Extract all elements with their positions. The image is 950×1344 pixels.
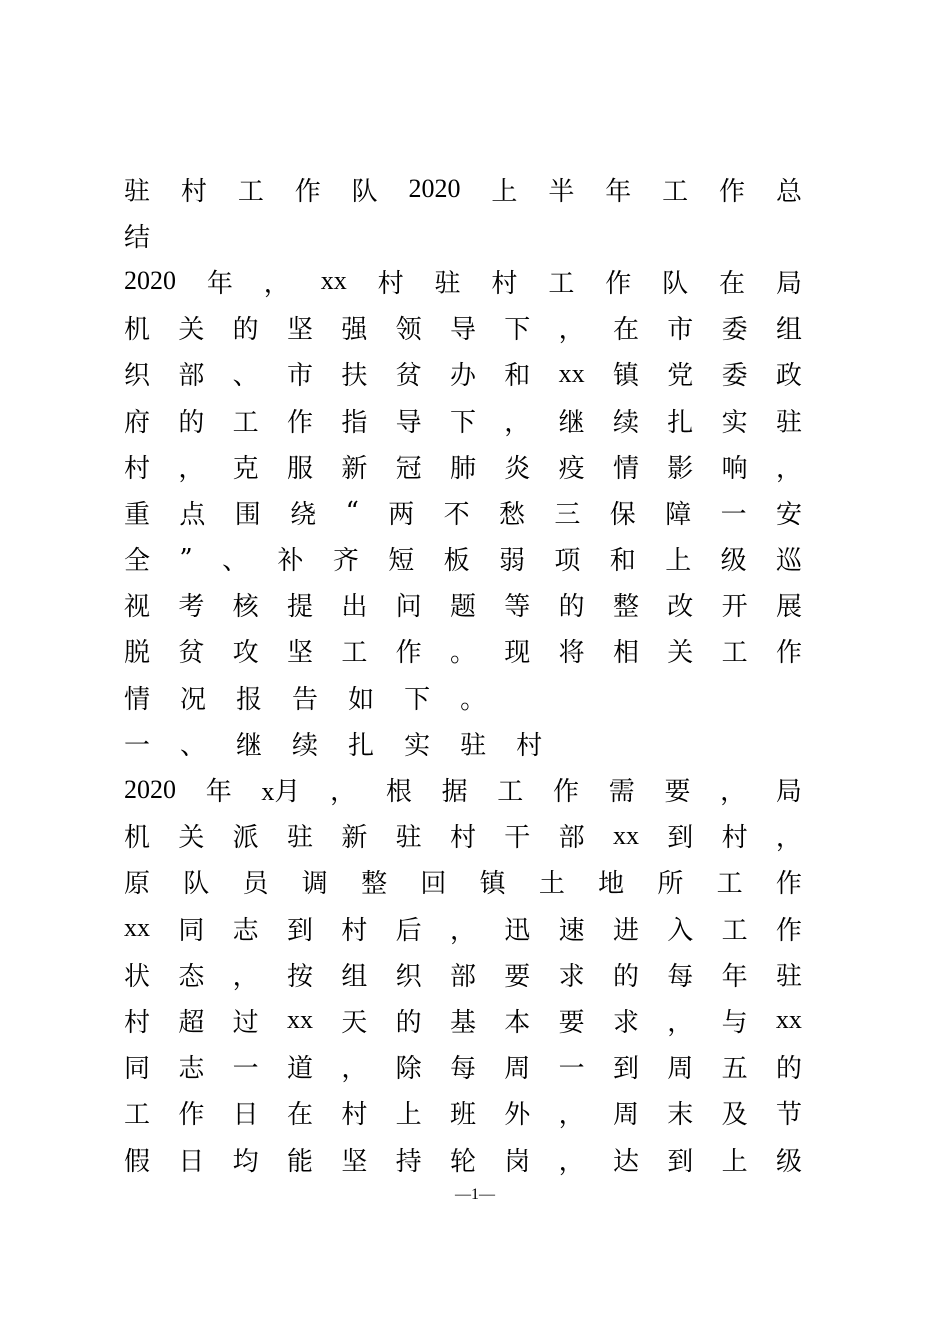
text-line [124, 859, 802, 905]
text-token: 队 [351, 176, 378, 207]
text-token: 上 [491, 176, 518, 207]
text-token: 作 [286, 407, 313, 438]
text-token: 镇 [479, 869, 506, 900]
text-line [124, 166, 802, 212]
text-token: 将 [558, 638, 585, 669]
text-token: 补 [277, 546, 304, 577]
text-line [124, 582, 802, 628]
text-token: 委 [721, 315, 748, 346]
text-token: 达 [612, 1146, 639, 1177]
text-token: 脱 [124, 638, 151, 669]
text-token: 续 [292, 730, 319, 761]
text-token: 回 [420, 869, 447, 900]
text-token: 轮 [449, 1146, 476, 1177]
text-token: 告 [292, 684, 319, 715]
text-line [124, 1136, 802, 1182]
text-token: 派 [232, 823, 259, 854]
text-token: 在 [719, 268, 746, 299]
text-token: ， [504, 407, 531, 438]
text-token: 员 [242, 869, 269, 900]
text-token: ， [558, 1100, 585, 1131]
text-token: 继 [236, 730, 263, 761]
text-token: 求 [558, 961, 585, 992]
text-token: 总 [775, 176, 802, 207]
text-token: 、 [180, 730, 207, 761]
text-token: 节 [775, 1100, 802, 1131]
text-token: 和 [504, 361, 531, 392]
text-token: 2020 [124, 266, 176, 296]
text-line [124, 305, 802, 351]
text-token: 不 [443, 499, 470, 530]
text-token: 村 [124, 453, 151, 484]
text-token: 基 [449, 1007, 476, 1038]
text-token: 周 [504, 1054, 531, 1085]
text-token: ， [558, 315, 585, 346]
text-token: 扎 [667, 407, 694, 438]
text-token: 同 [178, 915, 205, 946]
text-token: 年 [721, 961, 748, 992]
text-token: ， [449, 915, 476, 946]
text-token: 作 [178, 1100, 205, 1131]
text-token: 疫 [558, 453, 585, 484]
text-token: 织 [395, 961, 422, 992]
text-token: 开 [721, 592, 748, 623]
text-token: 新 [341, 823, 368, 854]
text-token: 日 [232, 1100, 259, 1131]
text-token: 持 [395, 1146, 422, 1177]
text-token: ， [232, 961, 259, 992]
text-token: 均 [232, 1146, 259, 1177]
text-token: 核 [232, 592, 259, 623]
text-token: 村 [491, 268, 518, 299]
text-token: 作 [775, 638, 802, 669]
text-token: 关 [178, 315, 205, 346]
text-token: 入 [667, 915, 694, 946]
text-token: 每 [667, 961, 694, 992]
text-token: 作 [395, 638, 422, 669]
text-token: ， [341, 1054, 368, 1085]
text-token: 指 [341, 407, 368, 438]
text-token: xx [775, 1005, 802, 1035]
text-token: 障 [665, 499, 692, 530]
text-token: 围 [234, 499, 261, 530]
text-token: 驻 [395, 823, 422, 854]
text-token: 村 [377, 268, 404, 299]
text-token: 炎 [504, 453, 531, 484]
text-token: 作 [719, 176, 746, 207]
text-token: 巡 [775, 546, 802, 577]
text-token: 的 [612, 961, 639, 992]
text-line [124, 443, 802, 489]
text-token: 和 [609, 546, 636, 577]
text-line [124, 212, 802, 258]
text-token: 驻 [124, 176, 151, 207]
text-token: ” [179, 543, 193, 574]
text-token: 影 [667, 453, 694, 484]
text-line [124, 628, 802, 674]
text-token: 驻 [775, 407, 802, 438]
text-token: 现 [504, 638, 531, 669]
text-token: ， [775, 823, 802, 854]
text-token: xx [286, 1005, 313, 1035]
text-token: 工 [548, 268, 575, 299]
text-token: 视 [124, 592, 151, 623]
text-token: 考 [178, 592, 205, 623]
text-token: 作 [775, 869, 802, 900]
text-line [124, 397, 802, 443]
text-token: 愁 [499, 499, 526, 530]
text-token: 作 [605, 268, 632, 299]
text-token: 、 [232, 361, 259, 392]
text-token: 过 [232, 1007, 259, 1038]
text-token: 地 [598, 869, 625, 900]
text-token: 要 [558, 1007, 585, 1038]
text-token: ， [558, 1146, 585, 1177]
text-line [124, 536, 802, 582]
text-token: ， [667, 1007, 694, 1038]
text-token: 级 [720, 546, 747, 577]
text-token: 工 [497, 777, 524, 808]
text-token: 的 [395, 1007, 422, 1038]
text-token: 冠 [395, 453, 422, 484]
text-token: ， [775, 453, 802, 484]
text-token: 干 [504, 823, 531, 854]
text-token: 市 [667, 315, 694, 346]
text-token: 日 [178, 1146, 205, 1177]
text-token: 短 [388, 546, 415, 577]
text-token: 一 [558, 1054, 585, 1085]
text-token: 下 [449, 407, 476, 438]
text-token: 等 [504, 592, 531, 623]
text-token: 贫 [178, 638, 205, 669]
text-token: 到 [667, 823, 694, 854]
text-token: 原 [124, 869, 151, 900]
text-token: 工 [232, 407, 259, 438]
text-token: 作 [775, 915, 802, 946]
text-token: 速 [558, 915, 585, 946]
text-token: 问 [395, 592, 422, 623]
text-token: 需 [608, 777, 635, 808]
text-token: 年 [605, 176, 632, 207]
text-token: 在 [286, 1100, 313, 1131]
text-token: 据 [441, 777, 468, 808]
text-token: 志 [232, 915, 259, 946]
text-line [124, 905, 802, 951]
page-number: —1— [455, 1186, 495, 1203]
text-token: 工 [341, 638, 368, 669]
text-token: 领 [395, 315, 422, 346]
text-line [124, 720, 802, 766]
text-token: 的 [558, 592, 585, 623]
text-token: 能 [286, 1146, 313, 1177]
text-token: 每 [449, 1054, 476, 1085]
text-token: 委 [721, 361, 748, 392]
text-token: 部 [449, 961, 476, 992]
text-token: 市 [286, 361, 313, 392]
text-token: 半 [548, 176, 575, 207]
text-token: 进 [612, 915, 639, 946]
text-token: 府 [124, 407, 151, 438]
text-token: 年 [206, 268, 233, 299]
text-token: 板 [443, 546, 470, 577]
text-token: 除 [395, 1054, 422, 1085]
text-token: 导 [449, 315, 476, 346]
text-token: 坚 [341, 1146, 368, 1177]
text-token: 驻 [286, 823, 313, 854]
text-token: 要 [504, 961, 531, 992]
text-token: 周 [612, 1100, 639, 1131]
text-token: ， [263, 268, 290, 299]
text-token: 弱 [499, 546, 526, 577]
text-token: 实 [404, 730, 431, 761]
text-token: 题 [449, 592, 476, 623]
text-token: 一 [720, 499, 747, 530]
text-token: 部 [558, 823, 585, 854]
text-token: 一 [232, 1054, 259, 1085]
text-token: 政 [775, 361, 802, 392]
text-line [124, 674, 802, 720]
text-token: 展 [775, 592, 802, 623]
text-token: 改 [667, 592, 694, 623]
text-token: 部 [178, 361, 205, 392]
text-token: 绕 [290, 499, 317, 530]
text-token: ， [330, 777, 357, 808]
text-token: 上 [665, 546, 692, 577]
text-token: 2020 [124, 774, 176, 804]
text-token: 扶 [341, 361, 368, 392]
text-token: 到 [667, 1146, 694, 1177]
text-token: 情 [124, 684, 151, 715]
document-body [124, 166, 802, 1182]
text-token: 结 [124, 222, 151, 253]
text-token: 服 [286, 453, 313, 484]
text-line [124, 489, 802, 535]
text-token: 工 [721, 915, 748, 946]
text-line [124, 1090, 802, 1136]
text-token: xx [612, 820, 639, 850]
text-token: 下 [404, 684, 431, 715]
text-token: 假 [124, 1146, 151, 1177]
text-token: 重 [124, 499, 151, 530]
text-token: 村 [449, 823, 476, 854]
text-token: 点 [179, 499, 206, 530]
text-token: 作 [553, 777, 580, 808]
text-token: 在 [612, 315, 639, 346]
text-line [124, 258, 802, 304]
text-token: 关 [178, 823, 205, 854]
text-token: 、 [222, 546, 249, 577]
text-token: 三 [554, 499, 581, 530]
text-token: 提 [286, 592, 313, 623]
text-token: 岗 [504, 1146, 531, 1177]
text-token: 2020 [408, 174, 461, 204]
text-token: x月 [261, 777, 301, 807]
text-token: 超 [178, 1007, 205, 1038]
text-token: 后 [395, 915, 422, 946]
text-token: 上 [395, 1100, 422, 1131]
text-token: 同 [124, 1054, 151, 1085]
text-token: 贫 [395, 361, 422, 392]
text-token: 本 [504, 1007, 531, 1038]
text-token: 工 [716, 869, 743, 900]
text-token: 五 [721, 1054, 748, 1085]
text-token: 级 [775, 1146, 802, 1177]
text-token: 报 [236, 684, 263, 715]
text-token: 工 [124, 1100, 151, 1131]
text-token: 党 [667, 361, 694, 392]
text-token: ， [178, 453, 205, 484]
text-token: 村 [124, 1007, 151, 1038]
text-token: 的 [232, 315, 259, 346]
text-token: 到 [612, 1054, 639, 1085]
text-token: 工 [237, 176, 264, 207]
text-token: 关 [667, 638, 694, 669]
text-token: 机 [124, 315, 151, 346]
text-token: xx [320, 266, 347, 296]
text-token: 实 [721, 407, 748, 438]
text-token: 肺 [449, 453, 476, 484]
text-token: 如 [348, 684, 375, 715]
text-token: 驻 [434, 268, 461, 299]
text-token: 态 [178, 961, 205, 992]
text-token: 村 [180, 176, 207, 207]
text-token: 机 [124, 823, 151, 854]
text-token: xx [124, 913, 150, 943]
text-token: 所 [657, 869, 684, 900]
text-token: 驻 [460, 730, 487, 761]
text-token: 要 [664, 777, 691, 808]
text-token: 到 [286, 915, 313, 946]
text-token: 项 [554, 546, 581, 577]
text-token: 末 [667, 1100, 694, 1131]
text-token: 村 [341, 1100, 368, 1131]
text-token: 外 [504, 1100, 531, 1131]
text-token: 整 [361, 869, 388, 900]
text-line [124, 1044, 802, 1090]
text-token: 调 [301, 869, 328, 900]
text-token: 全 [124, 546, 151, 577]
text-token: 及 [721, 1100, 748, 1131]
text-token: 一 [124, 730, 151, 761]
text-token: 的 [178, 407, 205, 438]
text-token: 村 [341, 915, 368, 946]
text-token: 局 [775, 777, 802, 808]
text-token: 工 [662, 176, 689, 207]
text-token: xx [558, 358, 585, 388]
text-token: 坚 [286, 315, 313, 346]
text-token: 年 [205, 777, 232, 808]
text-token: 村 [721, 823, 748, 854]
text-token: “ [345, 497, 359, 528]
text-token: 克 [232, 453, 259, 484]
text-token: 相 [612, 638, 639, 669]
text-token: 新 [341, 453, 368, 484]
text-token: 齐 [332, 546, 359, 577]
text-line [124, 813, 802, 859]
text-token: ， [720, 777, 747, 808]
text-token: 工 [721, 638, 748, 669]
text-token: 响 [721, 453, 748, 484]
text-token: 办 [449, 361, 476, 392]
text-token: 组 [341, 961, 368, 992]
text-token: 根 [385, 777, 412, 808]
text-token: 道 [286, 1054, 313, 1085]
text-token: 队 [662, 268, 689, 299]
text-token: 强 [341, 315, 368, 346]
text-token: 镇 [612, 361, 639, 392]
text-token: 。 [460, 684, 487, 715]
text-token: 织 [124, 361, 151, 392]
text-token: 作 [294, 176, 321, 207]
text-token: 继 [558, 407, 585, 438]
text-token: 况 [180, 684, 207, 715]
text-token: 下 [504, 315, 531, 346]
text-token: 按 [286, 961, 313, 992]
text-token: 扎 [348, 730, 375, 761]
text-line [124, 766, 802, 812]
text-token: 天 [341, 1007, 368, 1038]
text-token: 状 [124, 961, 151, 992]
text-token: 周 [667, 1054, 694, 1085]
text-token: 队 [183, 869, 210, 900]
text-token: 两 [388, 499, 415, 530]
text-line [124, 351, 802, 397]
text-token: 攻 [232, 638, 259, 669]
text-token: 组 [775, 315, 802, 346]
text-token: 驻 [775, 961, 802, 992]
text-token: 整 [612, 592, 639, 623]
text-token: 迅 [504, 915, 531, 946]
text-token: 求 [612, 1007, 639, 1038]
text-token: 安 [775, 499, 802, 530]
text-line [124, 997, 802, 1043]
text-token: 情 [612, 453, 639, 484]
text-token: 续 [612, 407, 639, 438]
text-line [124, 951, 802, 997]
text-token: 坚 [286, 638, 313, 669]
text-token: 导 [395, 407, 422, 438]
text-token: 的 [775, 1054, 802, 1085]
text-token: 班 [449, 1100, 476, 1131]
text-token: 与 [721, 1007, 748, 1038]
text-token: 出 [341, 592, 368, 623]
text-token: 志 [178, 1054, 205, 1085]
text-token: 村 [516, 730, 543, 761]
text-token: 。 [449, 638, 476, 669]
text-token: 土 [538, 869, 565, 900]
text-token: 上 [721, 1146, 748, 1177]
text-token: 局 [775, 268, 802, 299]
text-token: 保 [609, 499, 636, 530]
